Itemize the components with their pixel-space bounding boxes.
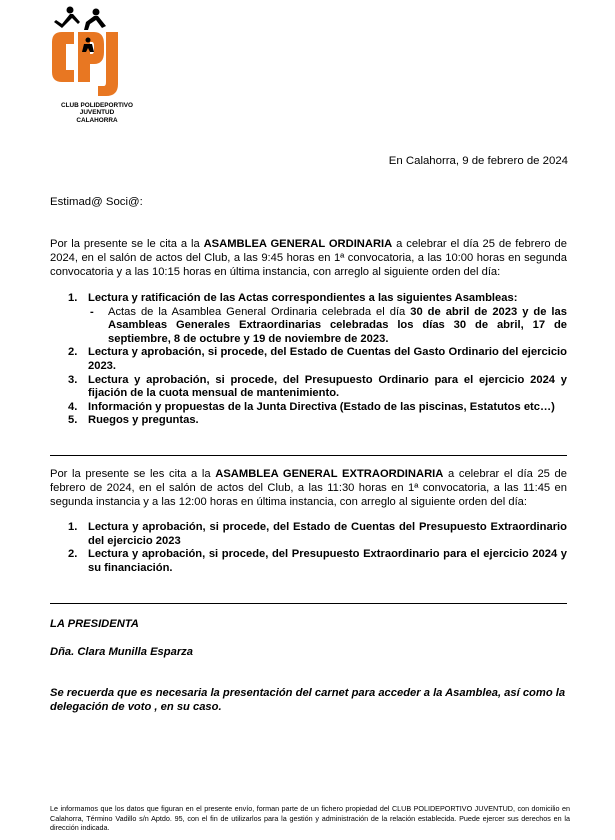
- extraordinary-assembly-title: ASAMBLEA GENERAL EXTRAORDINARIA: [215, 468, 444, 480]
- agenda-item-text: Lectura y aprobación, si procede, del Estado de Cuentas del Presupuesto Extraordinario del ejercicio 2023: [88, 521, 567, 547]
- privacy-footer: Le informamos que los datos que figuran en el presente envío, forman parte de un fichero propiedad del CLUB POLIDEPORTIVO JUVENTUD, con domicilio en Calahorra, Término Vadillo s/n Aptdo. 95, con el fin de utilizarlos para la gestión y administración de la relación establecida. Puede ejercer sus derechos en la dirección indicada.: [50, 804, 570, 833]
- agenda-item-text: Lectura y aprobación, si procede, del Estado de Cuentas del Gasto Ordinario del ejercicio 2023.: [88, 346, 567, 372]
- agenda-item-text: Ruegos y preguntas.: [88, 414, 199, 427]
- agenda-item-text: Lectura y aprobación, si procede, del Presupuesto Extraordinario para el ejercicio 2024 y su financiación.: [88, 548, 567, 574]
- section-divider: [50, 455, 567, 456]
- extraordinary-intro-pre: Por la presente se les cita a la: [50, 468, 216, 480]
- extraordinary-assembly-intro: [50, 467, 567, 509]
- club-logo: [48, 2, 134, 126]
- subitem-text: Actas de la Asamblea General Ordinaria celebrada el día: [108, 305, 411, 318]
- letter-date: En Calahorra, 9 de febrero de 2024: [388, 155, 568, 167]
- agenda-item-number: 4.: [68, 400, 78, 413]
- subitem-bold-text: 30 de abril de 2023 y de las Asambleas Generales Extraordinarias celebradas los días 30 de abril, 17 de septiembre, 8 de octubre y 19 de noviembre de 2023.: [108, 305, 567, 345]
- club-name-line-3: CALAHORRA: [76, 116, 118, 124]
- extraordinary-agenda: [50, 521, 567, 575]
- club-name-line-2: JUVENTUD: [79, 109, 115, 117]
- agenda-item-number: 2.: [68, 548, 78, 561]
- agenda-item-number: 1.: [68, 521, 78, 533]
- section-divider: [50, 603, 567, 604]
- club-name: [48, 102, 146, 124]
- agenda-item: [50, 548, 567, 575]
- agenda-item-text: Lectura y ratificación de las Actas correspondientes a las siguientes Asambleas:: [88, 292, 518, 304]
- signer-role: LA PRESIDENTA: [50, 618, 139, 630]
- agenda-item: [50, 401, 567, 415]
- agenda-item: [50, 292, 567, 346]
- agenda-item: [50, 414, 567, 428]
- agenda-item: [50, 374, 567, 401]
- agenda-item-number: 3.: [68, 373, 78, 386]
- extraordinary-intro-post: a celebrar el día 25 de febrero de 2024, en el salón de actos del Club, a las 11:30 horas en 1ª convocatoria, a las 11:45 en segunda instancia y a las 12:00 horas en última instancia, con arreglo al siguiente orden del día:: [50, 468, 567, 508]
- reminder-note: Se recuerda que es necesaria la presentación del carnet para acceder a la Asamblea, así como la delegación de voto , en su caso.: [50, 687, 566, 713]
- club-logo-mark: [48, 2, 128, 102]
- club-name-line-1: CLUB POLIDEPORTIVO: [60, 102, 134, 109]
- agenda-item-text: Información y propuestas de la Junta Directiva (Estado de las piscinas, Estatutos etc…): [88, 400, 555, 413]
- ordinary-intro-post: a celebrar el día 25 de febrero de 2024, en el salón de actos del Club, a las 9:45 horas en 1ª convocatoria, a las 10:00 horas en segunda convocatoria y a las 10:15 horas en última instancia, con arreglo al siguiente orden del día:: [50, 238, 567, 278]
- ordinary-assembly-title: ASAMBLEA GENERAL ORDINARIA: [203, 238, 393, 250]
- signer-name: Dña. Clara Munilla Esparza: [50, 646, 193, 658]
- agenda-item-number: 1.: [68, 292, 78, 304]
- agenda-item: [50, 521, 567, 548]
- agenda-item: [50, 346, 567, 373]
- agenda-subitem: [88, 306, 567, 347]
- subitem-dash: -: [90, 305, 94, 318]
- ordinary-agenda: [50, 292, 567, 428]
- agenda-item-number: 2.: [68, 346, 78, 359]
- ordinary-assembly-intro: [50, 237, 567, 279]
- agenda-item-text: Lectura y aprobación, si procede, del Presupuesto Ordinario para el ejercicio 2024 y fijación de la cuota mensual de mantenimiento.: [88, 373, 567, 400]
- agenda-item-number: 5.: [68, 414, 78, 427]
- ordinary-intro-pre: Por la presente se le cita a la: [50, 238, 204, 250]
- greeting: Estimad@ Soci@:: [50, 196, 143, 208]
